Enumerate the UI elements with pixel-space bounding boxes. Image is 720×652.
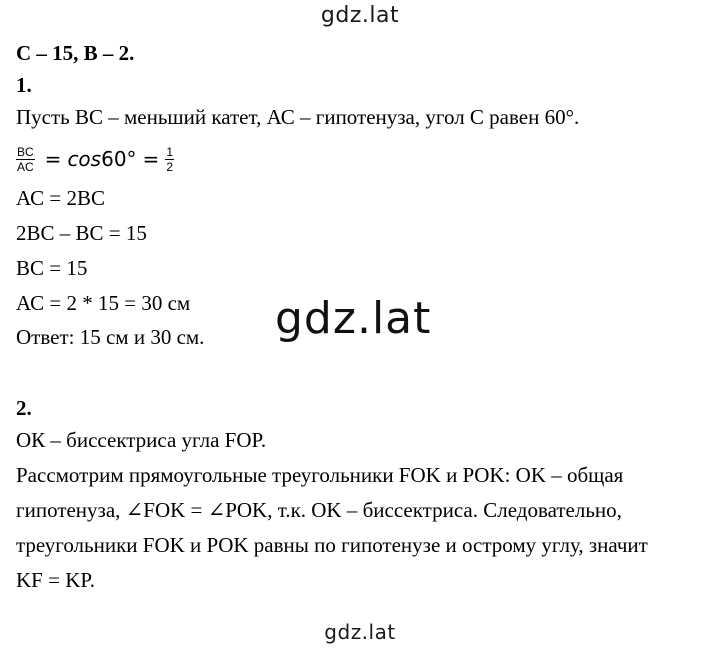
watermark-bottom: gdz.lat	[324, 620, 396, 644]
fraction-one-half	[165, 145, 174, 174]
task1-line: ВС = 15	[16, 256, 88, 280]
task2-number: 2.	[16, 396, 32, 420]
task2-line: KF = KP.	[16, 568, 95, 592]
task1-formula	[16, 139, 178, 179]
fraction-numerator: BC	[17, 144, 34, 159]
task2-line: треугольники FOK и POK равны по гипотенузе и острому углу, значит	[16, 533, 648, 557]
fraction-denominator: AC	[17, 159, 34, 174]
equals-sign-2: =	[142, 147, 160, 171]
half-denominator: 2	[166, 159, 173, 174]
section-header: С – 15, В – 2.	[16, 41, 135, 65]
task1-intro: Пусть ВС – меньший катет, АС – гипотенуза, угол С равен 60°.	[16, 105, 580, 129]
task1-number: 1.	[16, 73, 32, 97]
half-numerator: 1	[166, 144, 173, 159]
watermark-center: gdz.lat	[275, 293, 432, 344]
task1-answer: Ответ: 15 см и 30 см.	[16, 325, 205, 349]
angle-value: 60°	[101, 147, 137, 171]
task1-line: 2ВС – ВС = 15	[16, 221, 147, 245]
watermark-top: gdz.lat	[320, 3, 400, 28]
task1-line: АС = 2ВС	[16, 186, 105, 210]
fraction-bc-ac	[16, 145, 35, 174]
task2-line: гипотенуза, ∠FOK = ∠POK, т.к. OK – биссектриса. Следовательно,	[16, 498, 622, 522]
cos-function: cos	[67, 147, 102, 171]
task1-line: АС = 2 * 15 = 30 см	[16, 291, 191, 315]
equals-sign: =	[44, 147, 62, 171]
task2-line: ОК – биссектриса угла FOP.	[16, 428, 267, 452]
task2-line: Рассмотрим прямоугольные треугольники FOK и POK: OK – общая	[16, 463, 624, 487]
